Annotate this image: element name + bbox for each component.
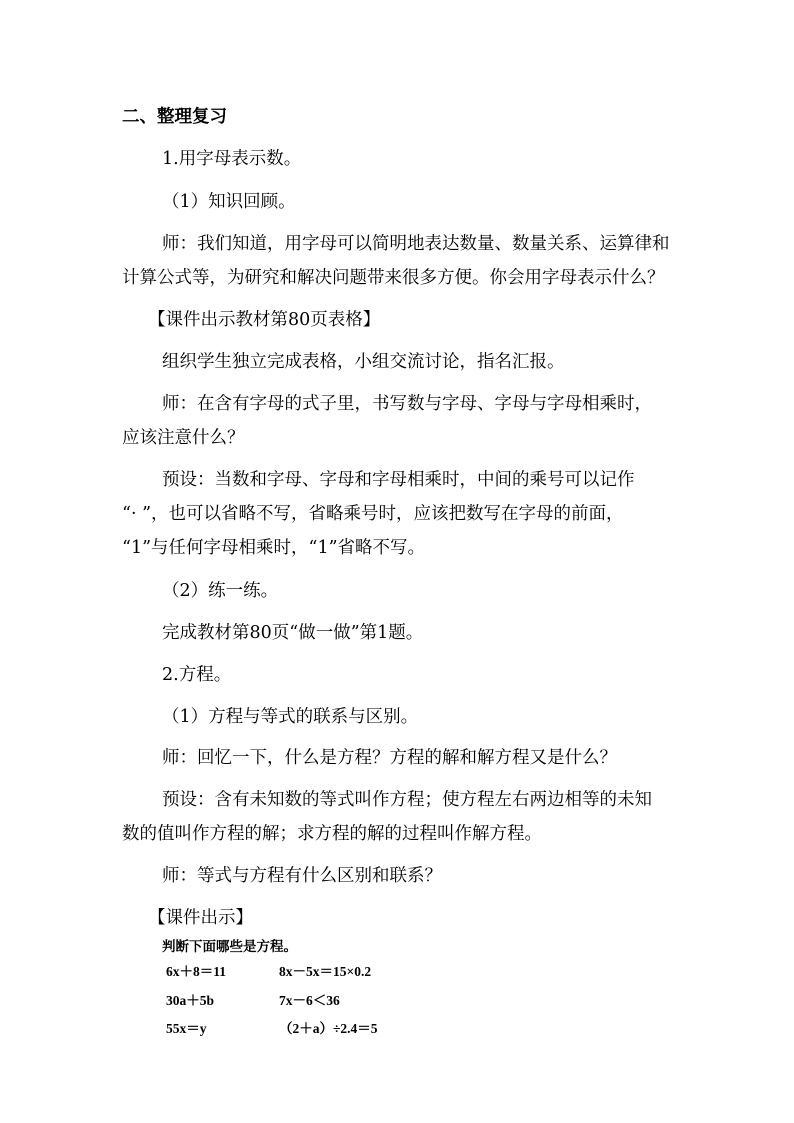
paragraph: 师：在含有字母的式子里，书写数与字母、字母与字母相乘时， xyxy=(162,394,652,414)
paragraph: “1”与任何字母相乘时，“1”省略不写。 xyxy=(122,538,426,558)
paragraph: 师：回忆一下，什么是方程？方程的解和解方程又是什么？ xyxy=(162,748,617,768)
paragraph: （2）练一练。 xyxy=(162,581,279,601)
paragraph: 1.用字母表示数。 xyxy=(162,149,302,169)
paragraph: 组织学生独立完成表格，小组交流讨论，指名汇报。 xyxy=(162,352,565,372)
paragraph: 数的值叫作方程的解；求方程的解的过程叫作解方程。 xyxy=(122,824,542,844)
equation: （2＋a）÷2.4＝5 xyxy=(279,1021,378,1036)
paragraph: 师：等式与方程有什么区别和联系？ xyxy=(162,866,442,886)
example-title: 判断下面哪些是方程。 xyxy=(162,939,297,954)
paragraph: 完成教材第80页“做一做”第1题。 xyxy=(162,623,424,643)
paragraph: “· ”，也可以省略不写，省略乘号时，应该把数写在字母的前面， xyxy=(122,504,624,524)
paragraph: 【课件出示教材第80页表格】 xyxy=(148,310,381,330)
paragraph: 【课件出示】 xyxy=(148,908,253,928)
paragraph: 预设：含有未知数的等式叫作方程；使方程左右两边相等的未知 xyxy=(162,790,652,810)
paragraph: 师：我们知道，用字母可以简明地表达数量、数量关系、运算律和 xyxy=(162,234,670,254)
equation: 7x－6＜36 xyxy=(279,993,340,1008)
equation: 30a＋5b xyxy=(166,993,215,1008)
paragraph: 应该注意什么？ xyxy=(122,428,245,448)
paragraph: 2.方程。 xyxy=(162,665,232,685)
paragraph: 计算公式等，为研究和解决问题带来很多方便。你会用字母表示什么？ xyxy=(122,268,665,288)
equation: 6x＋8＝11 xyxy=(166,964,227,979)
paragraph: （1）方程与等式的联系与区别。 xyxy=(162,707,419,727)
paragraph: （1）知识回顾。 xyxy=(162,192,296,212)
equation: 8x－5x＝15×0.2 xyxy=(279,964,372,979)
paragraph: 预设：当数和字母、字母和字母相乘时，中间的乘号可以记作 xyxy=(162,470,635,490)
section-heading: 二、整理复习 xyxy=(122,107,227,127)
equation: 55x＝y xyxy=(166,1021,207,1036)
